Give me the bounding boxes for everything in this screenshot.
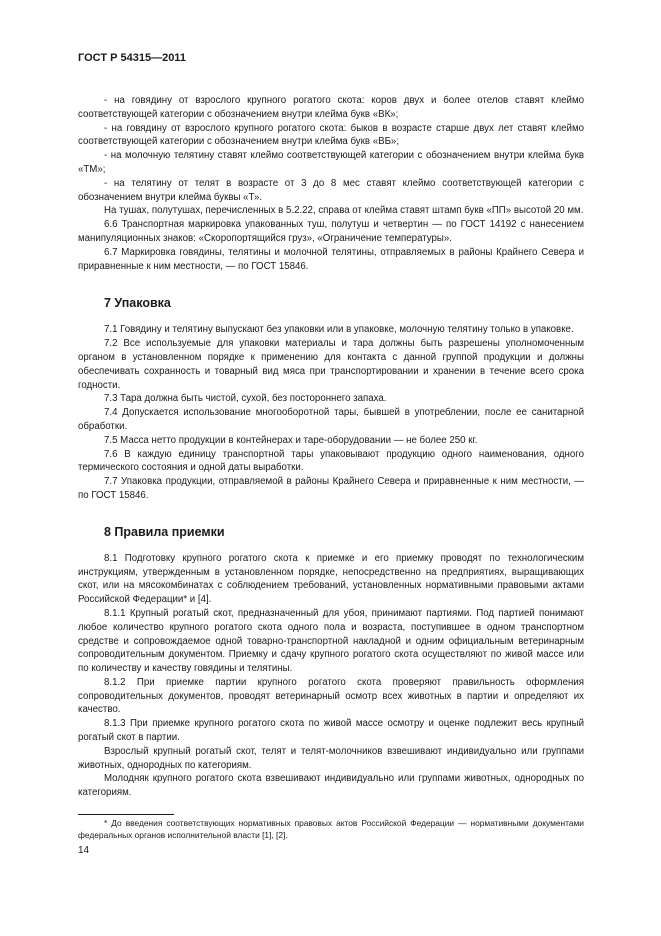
paragraph: 8.1.1 Крупный рогатый скот, предназначенный для убоя, принимают партиями. Под партией понимают любое количество крупного рогатого скота одного пола и возраста, поступившее в одном транспортном средстве и сопровождаемое одной товарно-транспортной накладной и одним официальным ветеринарным сопроводительным документом. Приемку и сдачу крупного рогатого скота осуществляют по живой массе или по количеству и качеству говядины и телятины. bbox=[78, 607, 584, 675]
footnote: * До введения соответствующих нормативных правовых актов Российской Федерации — нормативными документами федеральных органов исполнительной власти [1], [2]. bbox=[78, 818, 584, 840]
paragraph: 7.2 Все используемые для упаковки материалы и тара должны быть разрешены уполномоченным органом в установленном порядке к применению для контакта с данной группой продукции и должны обеспечивать сохранность и товарный вид мяса при транспортировании и хранении в течение всего срока годности. bbox=[78, 338, 584, 391]
paragraph: 6.7 Маркировка говядины, телятины и молочной телятины, отправляемых в районы Крайнего Севера и приравненные к ним местности, — по ГОСТ 15846. bbox=[78, 246, 584, 272]
paragraph: На тушах, полутушах, перечисленных в 5.2.22, справа от клейма ставят штамп букв «ПП» высотой 20 мм. bbox=[104, 205, 584, 217]
paragraph: Молодняк крупного рогатого скота взвешивают индивидуально или группами животных, однородных по категориям. bbox=[78, 773, 584, 799]
paragraph: 7.6 В каждую единицу транспортной тары упаковывают продукцию одного наименования, одного термического состояния и одной даты выработки. bbox=[78, 448, 584, 474]
paragraph: 8.1.2 При приемке партии крупного рогатого скота проверяют правильность оформления сопроводительных документов, проводят ветеринарный осмотр всех животных в партии и определяют их качество. bbox=[78, 676, 584, 716]
footnote-divider bbox=[78, 814, 174, 815]
paragraph: 7.5 Масса нетто продукции в контейнерах и таре-оборудовании — не более 250 кг. bbox=[104, 434, 478, 446]
paragraph: - на молочную телятину ставят клеймо соответствующей категории с обозначением внутри клейма букв «ТМ»; bbox=[78, 150, 584, 175]
paragraph: Взрослый крупный рогатый скот, телят и телят-молочников взвешивают индивидуально или группами животных, однородных по категориям. bbox=[78, 745, 584, 771]
paragraph: 7.1 Говядину и телятину выпускают без упаковки или в упаковке, молочную телятину только в упаковке. bbox=[104, 324, 574, 336]
paragraph: 7.7 Упаковка продукции, отправляемой в районы Крайнего Севера и приравненные к ним местности, — по ГОСТ 15846. bbox=[78, 476, 584, 501]
paragraph: 6.6 Транспортная маркировка упакованных туш, полутуш и четвертин — по ГОСТ 14192 с нанесением манипуляционных знаков: «Скоропортящийся груз», «Ограничение температуры». bbox=[78, 219, 584, 244]
paragraph: - на телятину от телят в возрасте от 3 до 8 мес ставят клеймо соответствующей категории с обозначением внутри клейма буквы «Т». bbox=[78, 177, 584, 203]
page-number: 14 bbox=[78, 845, 90, 856]
section-7 bbox=[78, 295, 584, 502]
page-header-standard: ГОСТ Р 54315—2011 bbox=[78, 52, 186, 64]
paragraph: 8.1 Подготовку крупного рогатого скота к приемке и его приемку проводят по технологическим инструкциям, утвержденным в установленном порядке, непосредственно на предприятиях, выращивающих скот, или на мясокомбинатах с соблюдением требований, установленных нормативными правовыми актами Российской Федерации* и [4]. bbox=[78, 552, 584, 606]
paragraph: 7.4 Допускается использование многооборотной тары, бывшей в употреблении, после ее санитарной обработки. bbox=[78, 407, 584, 432]
paragraph: - на говядину от взрослого крупного рогатого скота: быков в возрасте старше двух лет ставят клеймо соответствующей категории с обозначением внутри клейма букв «ВБ»; bbox=[78, 122, 584, 148]
section-heading: 7 Упаковка bbox=[104, 296, 171, 311]
document-body bbox=[78, 94, 584, 800]
paragraph: 7.3 Тара должна быть чистой, сухой, без постороннего запаха. bbox=[104, 393, 387, 405]
paragraph: 8.1.3 При приемке крупного рогатого скота по живой массе осмотру и оценке подлежит весь крупный рогатый скот в партии. bbox=[78, 718, 584, 744]
section-heading: 8 Правила приемки bbox=[104, 524, 225, 539]
section-8 bbox=[78, 524, 584, 800]
paragraph: - на говядину от взрослого крупного рогатого скота: коров двух и более отелов ставят клеймо соответствующей категории с обозначением внутри клейма букв «ВК»; bbox=[78, 95, 584, 120]
